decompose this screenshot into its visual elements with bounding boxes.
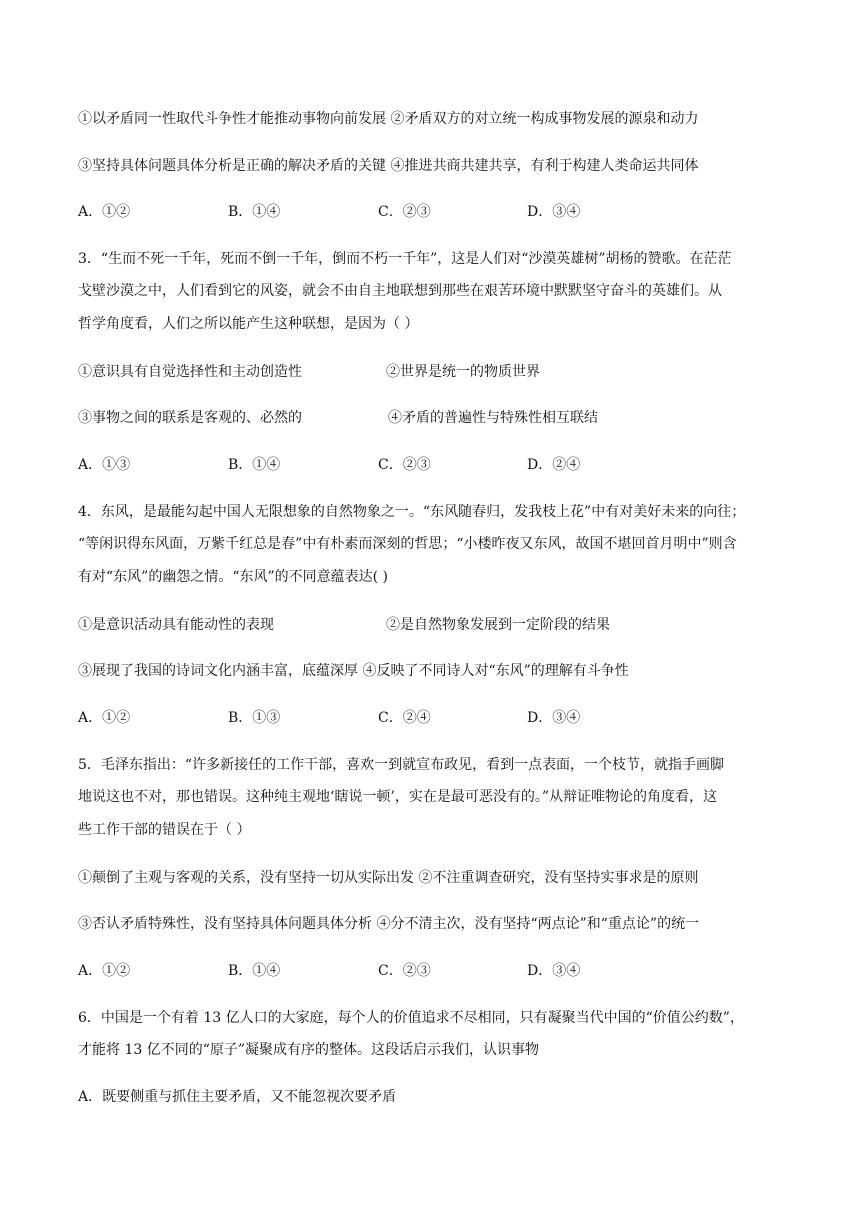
q4-statement-1: ①是意识活动具有能动性的表现 — [78, 617, 274, 633]
q5-choice-b[interactable]: B．①④ — [228, 963, 281, 979]
q3-stem-line-3: 哲学角度看，人们之所以能产生这种联想，是因为（ ） — [78, 316, 419, 332]
q4-choice-a[interactable]: A．①② — [78, 710, 131, 726]
q5-statement-3-4: ③否认矛盾特殊性，没有坚持具体问题具体分析 ④分不清主次，没有坚持“两点论”和“重点论”的统一 — [78, 916, 700, 932]
q3-stem-line-2: 戈壁沙漠之中，人们看到它的风姿，就会不由自主地联想到那些在艰苦环境中默默坚守奋斗的英雄们。从 — [78, 283, 722, 299]
q3-choice-d[interactable]: D．②④ — [527, 457, 581, 473]
q4-statement-2: ②是自然物象发展到一定阶段的结果 — [386, 617, 610, 633]
q3-statement-2: ②世界是统一的物质世界 — [386, 364, 540, 380]
q2-statement-3-4: ③坚持具体问题具体分析是正确的解决矛盾的关键 ④推进共商共建共享，有利于构建人类命运共同体 — [78, 158, 699, 174]
q4-stem-line-2: “等闲识得东风面，万紫千红总是春”中有朴素而深刻的哲思；“小楼昨夜又东风，故国不堪回首月明中”则含 — [78, 536, 737, 552]
q5-stem-line-1: 5．毛泽东指出：“许多新接任的工作干部，喜欢一到就宣布政见，看到一点表面，一个枝节，就指手画脚 — [78, 757, 725, 773]
q5-choice-d[interactable]: D．③④ — [527, 963, 581, 979]
q3-stem-line-1: 3．“生而不死一千年，死而不倒一千年，倒而不朽一千年”，这是人们对“沙漠英雄树”胡杨的赞歌。在茫茫 — [78, 251, 732, 267]
q5-choice-c[interactable]: C．②③ — [378, 963, 431, 979]
q4-stem-line-1: 4．东风，是最能勾起中国人无限想象的自然物象之一。“东风随春归，发我枝上花”中有对美好未来的向往； — [78, 504, 746, 520]
q3-statement-1: ①意识具有自觉选择性和主动创造性 — [78, 364, 302, 380]
q4-choice-d[interactable]: D．③④ — [527, 710, 581, 726]
q6-choice-a[interactable]: A．既要侧重与抓住主要矛盾，又不能忽视次要矛盾 — [78, 1089, 397, 1105]
q2-choice-b[interactable]: B．①④ — [228, 204, 281, 220]
q4-stem-line-3: 有对“东风”的幽怨之情。“东风”的不同意蕴表达( ) — [78, 569, 389, 585]
q2-choice-c[interactable]: C．②③ — [378, 204, 431, 220]
q3-statement-3: ③事物之间的联系是客观的、必然的 — [78, 410, 302, 426]
q5-stem-line-3: 些工作干部的错误在于（ ） — [78, 822, 251, 838]
q5-statement-1-2: ①颠倒了主观与客观的关系，没有坚持一切从实际出发 ②不注重调查研究，没有坚持实事求是的原则 — [78, 870, 699, 886]
q4-statement-3-4: ③展现了我国的诗词文化内涵丰富，底蕴深厚 ④反映了不同诗人对“东风”的理解有斗争性 — [78, 663, 629, 679]
q3-statement-4: ④矛盾的普遍性与特殊性相互联结 — [388, 410, 598, 426]
q5-choice-a[interactable]: A．①② — [78, 963, 131, 979]
q2-choice-a[interactable]: A．①② — [78, 204, 131, 220]
q6-stem-line-2: 才能将 13 亿不同的“原子”凝聚成有序的整体。这段话启示我们，认识事物 — [78, 1042, 540, 1058]
q3-choice-a[interactable]: A．①③ — [78, 457, 131, 473]
q3-choice-b[interactable]: B．①④ — [228, 457, 281, 473]
q6-stem-line-1: 6．中国是一个有着 13 亿人口的大家庭，每个人的价值追求不尽相同，只有凝聚当代中国的“价值公约数”， — [78, 1010, 744, 1026]
q2-choice-d[interactable]: D．③④ — [527, 204, 581, 220]
q5-stem-line-2: 地说这也不对，那也错误。这种纯主观地‘瞎说一顿’，实在是最可恶没有的。”从辩证唯物论的角度看，这 — [78, 789, 718, 805]
q4-choice-c[interactable]: C．②④ — [378, 710, 431, 726]
q4-choice-b[interactable]: B．①③ — [228, 710, 281, 726]
q2-statement-1-2: ①以矛盾同一性取代斗争性才能推动事物向前发展 ②矛盾双方的对立统一构成事物发展的源泉和动力 — [78, 111, 699, 127]
q3-choice-c[interactable]: C．②③ — [378, 457, 431, 473]
